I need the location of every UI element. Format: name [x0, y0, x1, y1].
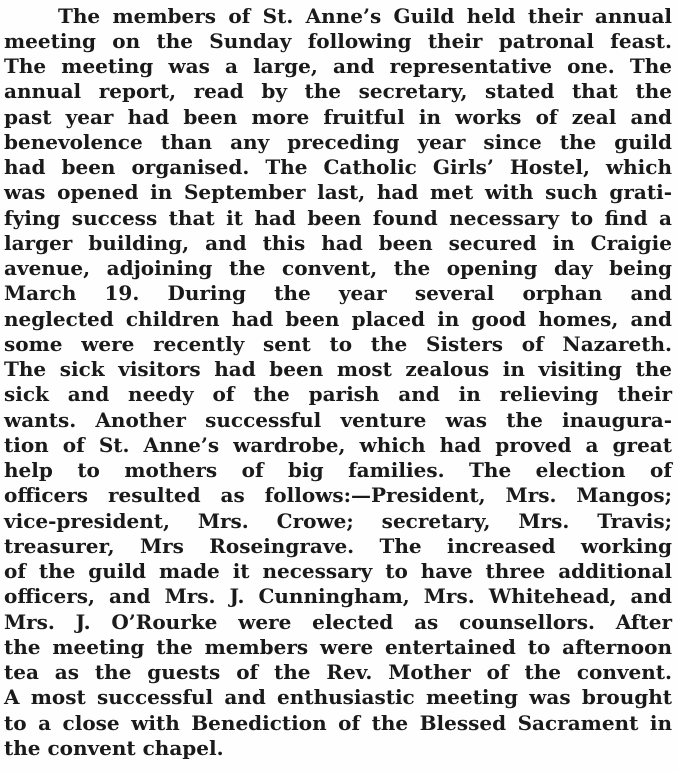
text-line-18: tion of St. Anne’s wardrobe, which had proved a great [4, 433, 672, 457]
text-line-20: officers resulted as follows:—President, Mrs. Mangos; [4, 483, 672, 507]
text-line-13: neglected children had been placed in good homes, and [4, 307, 672, 331]
text-line-4: annual report, read by the secretary, stated that the [4, 79, 672, 103]
text-line-22: treasurer, Mrs Roseingrave. The increased working [4, 534, 672, 558]
text-line-23: of the guild made it necessary to have three additional [4, 559, 672, 583]
text-line-11: avenue, adjoining the convent, the opening day being [4, 256, 672, 280]
text-line-17: wants. Another successful venture was the inaugura- [4, 408, 672, 432]
text-line-27: tea as the guests of the Rev. Mother of the convent. [4, 660, 672, 684]
text-line-21: vice-president, Mrs. Crowe; secretary, Mrs. Travis; [4, 509, 672, 533]
text-line-5: past year had been more fruitful in works of zeal and [4, 105, 672, 129]
text-line-30: the convent chapel. [4, 736, 224, 760]
text-line-25: Mrs. J. O’Rourke were elected as counsellors. After [4, 610, 672, 634]
text-line-2: meeting on the Sunday following their patronal feast. [4, 29, 672, 53]
text-line-8: was opened in September last, had met with such grati- [4, 180, 672, 204]
text-line-28: A most successful and enthusiastic meeting was brought [4, 685, 672, 709]
text-line-10: larger building, and this had been secured in Craigie [4, 231, 672, 255]
text-line-19: help to mothers of big families. The election of [4, 458, 672, 482]
text-line-29: to a close with Benediction of the Blessed Sacrament in [4, 711, 672, 735]
text-line-9: fying success that it had been found necessary to find a [4, 206, 672, 230]
text-line-1: The members of St. Anne’s Guild held their annual [58, 4, 672, 28]
text-line-6: benevolence than any preceding year since the guild [4, 130, 672, 154]
text-line-15: The sick visitors had been most zealous in visiting the [4, 357, 672, 381]
text-line-26: the meeting the members were entertained to afternoon [4, 635, 672, 659]
text-line-14: some were recently sent to the Sisters of Nazareth. [4, 332, 672, 356]
text-line-3: The meeting was a large, and representative one. The [4, 54, 672, 78]
text-line-24: officers, and Mrs. J. Cunningham, Mrs. Whitehead, and [4, 584, 672, 608]
text-line-7: had been organised. The Catholic Girls’ Hostel, which [4, 155, 672, 179]
text-line-12: March 19. During the year several orphan and [4, 281, 672, 305]
text-line-16: sick and needy of the parish and in relieving their [4, 382, 672, 406]
